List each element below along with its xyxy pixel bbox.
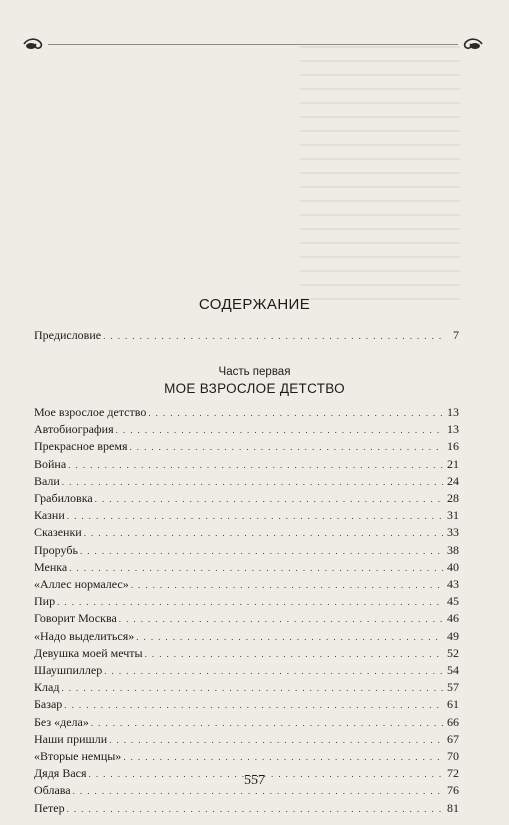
toc-entry-page: 49: [447, 628, 459, 643]
toc-entry-page: 57: [447, 680, 459, 695]
toc-entry: [34, 560, 459, 575]
toc-entry: [34, 439, 459, 454]
part-label: Часть первая: [218, 366, 291, 378]
toc-entry: [34, 422, 459, 437]
toc-leader: [57, 594, 443, 610]
toc-entry-title: Облава: [34, 783, 71, 798]
toc-entry-page: 70: [447, 749, 459, 763]
toc-leader: [80, 543, 443, 559]
toc-entry: [34, 457, 459, 472]
toc-preface-title: Предисловие: [34, 328, 102, 342]
toc-leader: [69, 560, 443, 576]
toc-entry-title: Вали: [34, 473, 60, 488]
toc-preface-page: 7: [453, 328, 459, 342]
toc-entry: [34, 474, 459, 489]
toc-entry-title: «Аллес нормалес»: [34, 577, 129, 591]
right-ornament-icon: [458, 36, 484, 52]
toc-leader: [136, 629, 443, 645]
toc-leader: [91, 715, 443, 731]
toc-leader: [148, 405, 443, 421]
page-number: 557: [244, 773, 265, 788]
toc-entry: [34, 732, 459, 747]
toc-entry: [34, 405, 459, 420]
toc-entry-title: Сказенки: [34, 525, 82, 540]
toc-entry-title: Базар: [34, 697, 63, 712]
toc-leader: [116, 422, 443, 438]
toc-entry-title: Прорубь: [34, 542, 78, 557]
toc-entry-title: Война: [34, 456, 67, 471]
toc-entry-page: 81: [447, 800, 459, 815]
toc-entry: [34, 663, 459, 678]
toc-entry-page: 46: [447, 611, 459, 626]
toc-leader: [145, 646, 443, 662]
toc-entry-page: 40: [447, 559, 459, 574]
toc-entry-page: 67: [447, 731, 459, 746]
toc-entry: [34, 697, 459, 712]
toc-entry: [34, 629, 459, 644]
toc-entry-title: Грабиловка: [34, 491, 93, 505]
toc-entry-title: Казни: [34, 508, 65, 523]
toc-entry-page: 13: [447, 422, 459, 437]
toc-entry-title: Говорит Москва: [34, 611, 117, 626]
bleed-through-texture: [300, 46, 460, 306]
page-title: СОДЕРЖАНИЕ: [198, 296, 311, 313]
toc-entry-page: 45: [447, 594, 459, 609]
toc-entry-page: 72: [447, 766, 459, 781]
toc-entry-title: Шаушпиллер: [34, 663, 103, 677]
toc-leader: [67, 508, 443, 524]
toc-leader: [131, 577, 443, 593]
toc-entry-page: 13: [447, 405, 459, 419]
toc-leader: [103, 328, 443, 344]
toc-entry-page: 16: [447, 439, 459, 454]
toc-entry-title: Менка: [34, 559, 68, 574]
toc-entry-title: Дядя Вася: [34, 766, 87, 781]
toc-entry: [34, 801, 459, 816]
toc-entry-title: Автобиография: [34, 422, 114, 437]
toc-entry: [34, 680, 459, 695]
toc-entry: [34, 594, 459, 609]
toc-entry-title: Прекрасное время: [34, 439, 128, 454]
toc-entry: [34, 577, 459, 592]
toc-leader: [109, 732, 443, 748]
toc-entry-page: 43: [447, 577, 459, 591]
toc-leader: [61, 680, 443, 696]
toc-entry: [34, 491, 459, 506]
toc-leader: [84, 525, 443, 541]
toc-entry-title: Наши пришли: [34, 731, 108, 746]
toc-entry-title: Без «дела»: [34, 714, 89, 729]
header-rule: [48, 44, 458, 45]
toc-entry-page: 66: [447, 714, 459, 729]
toc-entry-page: 31: [447, 508, 459, 523]
toc-entry-title: Девушка моей мечты: [34, 645, 143, 660]
part-title: МОЕ ВЗРОСЛОЕ ДЕТСТВО: [164, 381, 345, 396]
toc-entry: [34, 525, 459, 540]
toc-entry-page: 54: [447, 663, 459, 677]
toc-entry-title: Пир: [34, 594, 56, 609]
toc-leader: [64, 697, 443, 713]
toc-entry-title: Петер: [34, 800, 65, 815]
toc-entry-page: 61: [447, 697, 459, 712]
toc-entry-page: 33: [447, 525, 459, 540]
toc-leader: [119, 611, 443, 627]
toc-entry-title: «Вторые немцы»: [34, 749, 122, 763]
toc-entry: [34, 646, 459, 661]
toc-entry-page: 52: [447, 645, 459, 660]
toc-entry-page: 28: [447, 491, 459, 505]
toc-entry-title: «Надо выделиться»: [34, 628, 135, 643]
toc-leader: [95, 491, 443, 507]
toc-preface: [34, 328, 459, 343]
toc-entry: [34, 611, 459, 626]
toc-leader: [68, 457, 443, 473]
toc-entry-page: 38: [447, 542, 459, 557]
toc-entry-title: Мое взрослое детство: [34, 405, 147, 419]
toc-entry-page: 76: [447, 783, 459, 798]
toc-entry: [34, 749, 459, 764]
toc-leader: [129, 439, 443, 455]
toc-entry: [34, 715, 459, 730]
toc-leader: [123, 749, 443, 765]
left-ornament-icon: [22, 36, 48, 52]
toc-leader: [104, 663, 443, 679]
toc-entry: [34, 543, 459, 558]
toc-leader: [62, 474, 443, 490]
toc-entry-page: 21: [447, 456, 459, 471]
toc-leader: [67, 801, 443, 817]
toc-entry: [34, 508, 459, 523]
toc-entry-title: Клад: [34, 680, 60, 695]
toc-entry-page: 24: [447, 473, 459, 488]
